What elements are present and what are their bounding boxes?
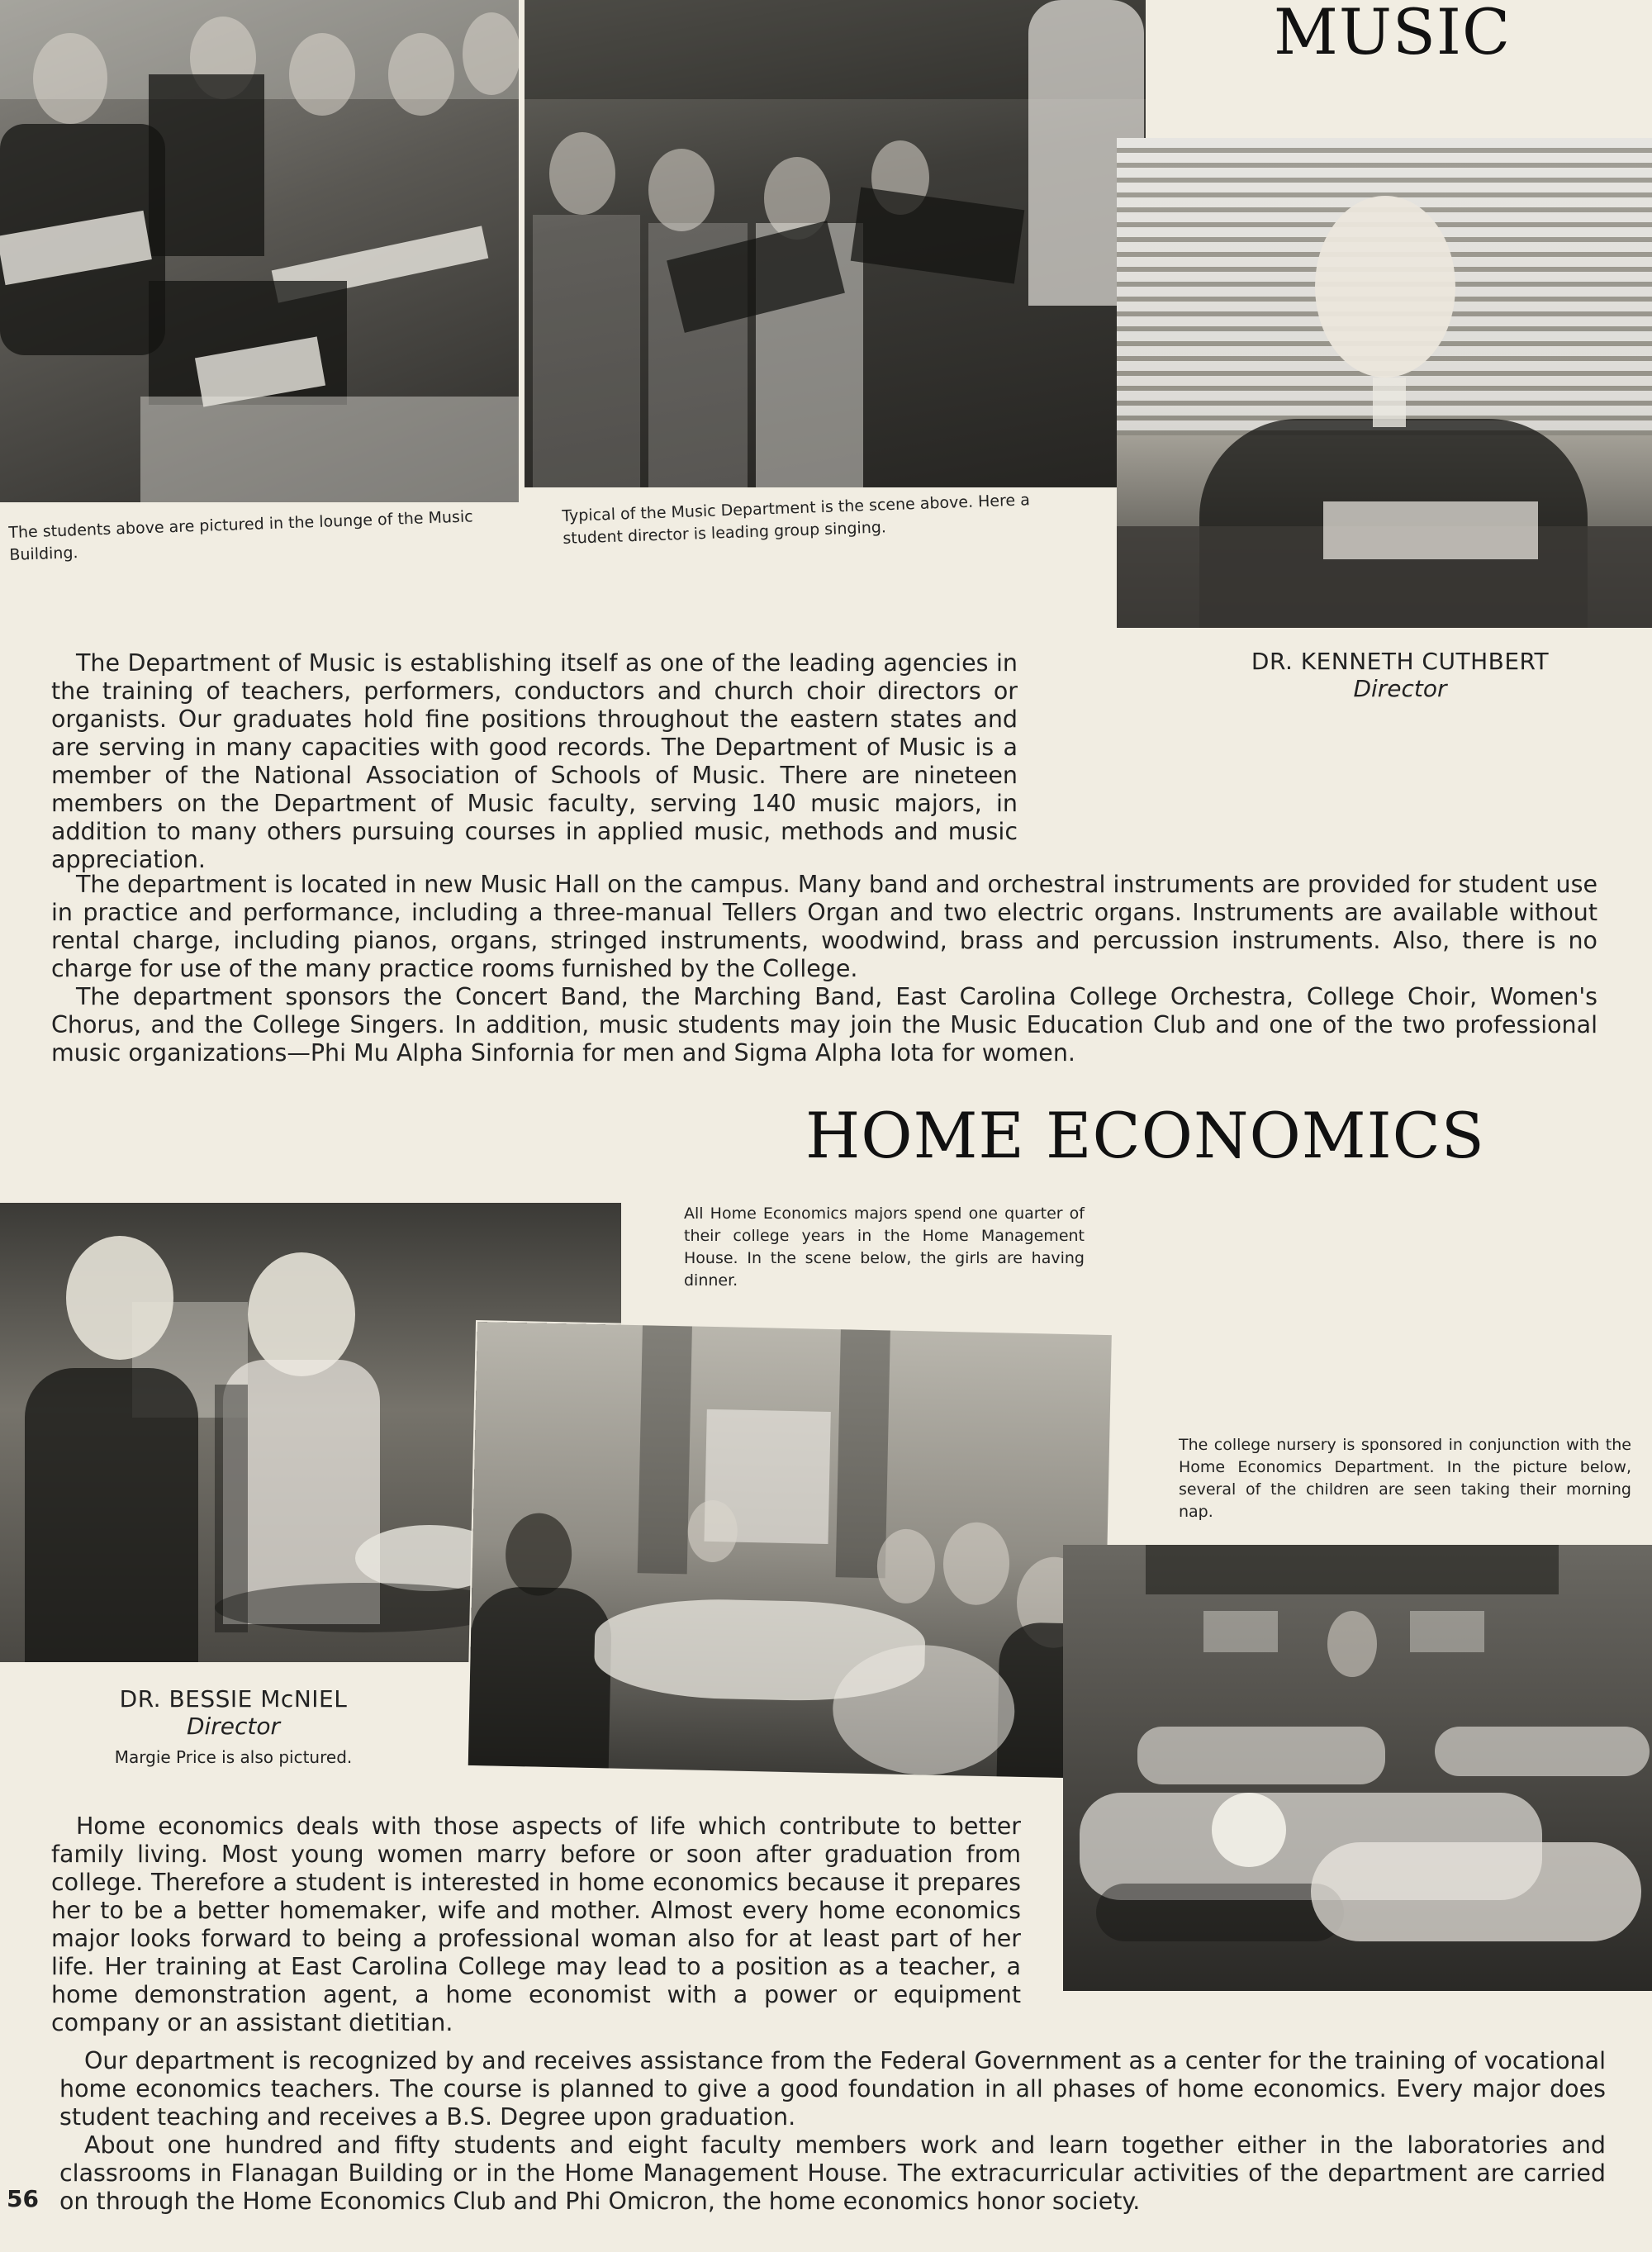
home-economics-heading: HOME ECONOMICS: [805, 1099, 1485, 1172]
photo-music-lounge: [0, 0, 519, 502]
director-name-cuthbert: DR. KENNETH CUTHBERT: [1251, 648, 1550, 675]
home-economics-paragraph-2-text: Our department is recognized by and receives assistance from the Federal Government as a center for the training of vocational home economics teachers. The course is planned to give a good foundation in all phases of home economics. Every major does student teaching and receives a B.S. Degree upon graduation.: [59, 2047, 1606, 2131]
photo-home-management-dinner: [468, 1322, 1112, 1779]
photo-dr-cuthbert: [1117, 138, 1652, 628]
director-title-cuthbert: Director: [1353, 675, 1447, 702]
caption-also-pictured: Margie Price is also pictured.: [114, 1747, 353, 1767]
page-number: 56: [7, 2185, 39, 2212]
photo-nursery: [1063, 1545, 1652, 1991]
photo-music-choir: [525, 0, 1146, 487]
music-paragraph-1: [51, 649, 1018, 874]
music-paragraphs-wide: [51, 871, 1597, 1067]
home-economics-paragraph-3-text: About one hundred and fifty students and eight faculty members work and learn together either in the laboratories and classrooms in Flanagan Building or in the Home Management House. The extracurricular activities of the department are carried on through the Home Economics Club and Phi Omicron, the home economics honor society.: [59, 2131, 1606, 2215]
director-title-mcniel: Director: [186, 1713, 281, 1740]
music-paragraph-3-text: The department sponsors the Concert Band, the Marching Band, East Carolina College Orchestra, College Choir, Women's Chorus, and the College Singers. In addition, music students may join the Music Education Club and one of the two professional music organizations—Phi Mu Alpha Sinfornia for men and Sigma Alpha Iota for women.: [51, 983, 1597, 1067]
home-economics-paragraph-1-text: Home economics deals with those aspects of life which contribute to better family living. Most young women marry before or soon after graduation from college. Therefore a student is interested in home economics because it prepares her to be a better homemaker, wife and mother. Almost every home economics major looks forward to being a professional woman also for at least part of her life. Her training at East Carolina College may lead to a position as a teacher, a home demonstration agent, a home economist with a power or equipment company or an assistant dietitian.: [51, 1813, 1021, 2036]
caption-lounge: The students above are pictured in the lounge of the Music Building.: [8, 507, 473, 564]
music-paragraph-1-text: The Department of Music is establishing itself as one of the leading agencies in the training of teachers, performers, conductors and church choir directors or organists. Our graduates hold fine positions throughout the eastern states and are serving in many capacities with good records. The Department of Music is a member of the National Association of Schools of Music. There are nineteen members on the Department of Music faculty, serving 140 music majors, in addition to many others pursuing courses in applied music, methods and music appreciation.: [51, 649, 1018, 873]
music-paragraph-2-text: The department is located in new Music Hall on the campus. Many band and orchestral instruments are provided for student use in practice and performance, including a three-manual Tellers Organ and two electric organs. Instruments are available without rental charge, including pianos, organs, stringed instruments, woodwind, brass and percussion instruments. Also, there is no charge for use of the many practice rooms furnished by the College.: [51, 871, 1597, 982]
caption-dinner: All Home Economics majors spend one quarter of their college years in the Home Management House. In the scene below, the girls are having dinner.: [684, 1204, 1085, 1290]
caption-choir: Typical of the Music Department is the scene above. Here a student director is leading group singing.: [562, 491, 1031, 548]
director-name-mcniel: DR. BESSIE McNIEL: [119, 1685, 348, 1713]
music-heading: MUSIC: [1274, 0, 1512, 69]
home-economics-paragraphs-wide: [59, 2047, 1606, 2216]
home-economics-paragraph-1: [51, 1813, 1021, 2037]
caption-nursery: The college nursery is sponsored in conjunction with the Home Economics Department. In the picture below, several of the children are seen taking their morning nap.: [1179, 1436, 1631, 1521]
